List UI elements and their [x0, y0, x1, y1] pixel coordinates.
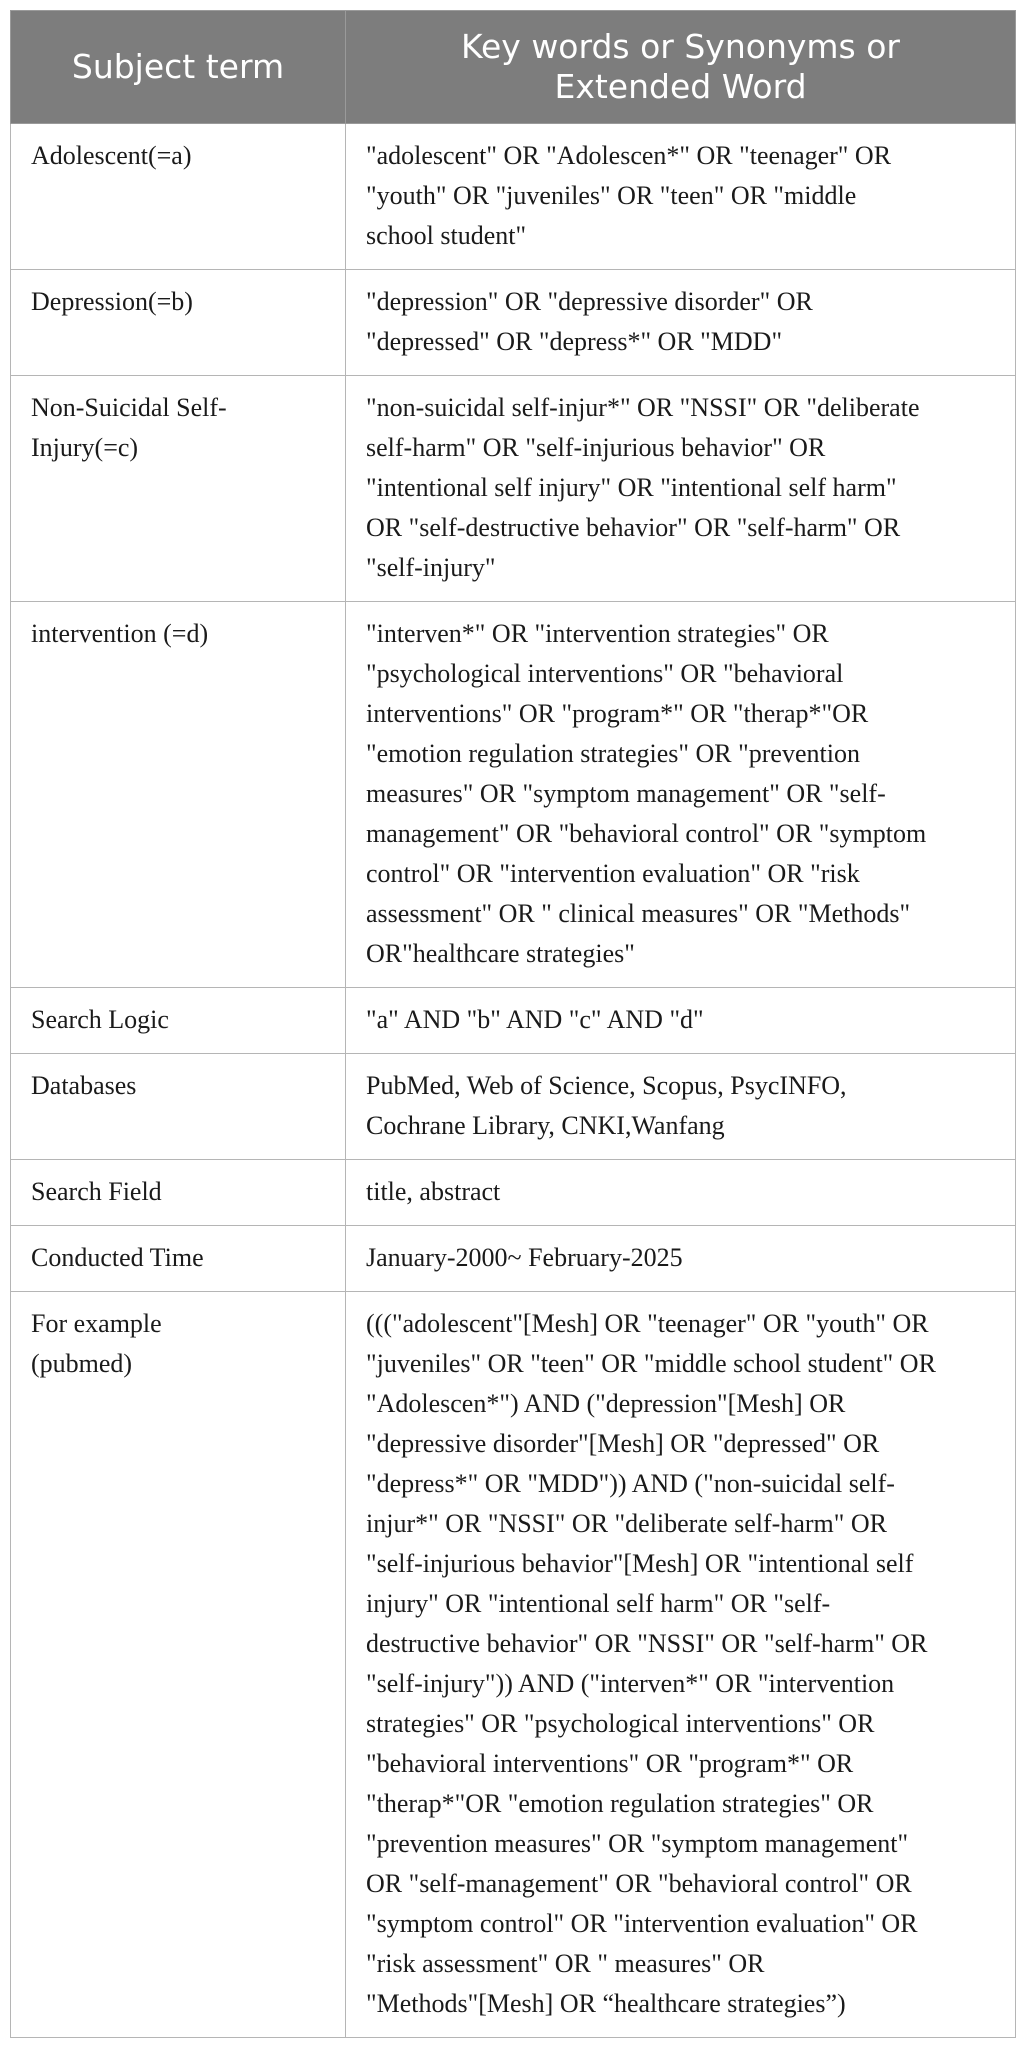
header-row	[11, 11, 1016, 124]
header-keywords-label: Key words or Synonyms or Extended Word	[461, 27, 900, 106]
keywords-cell	[346, 1160, 1016, 1226]
keywords-cell	[346, 1226, 1016, 1292]
keywords-text: "a" AND "b" AND "c" AND "d"	[366, 1005, 704, 1034]
keywords-text: "non-suicidal self-injur*" OR "NSSI" OR "deliberate self-harm" OR "self-injurious behavior" OR "intentional self injury" OR "intentional self harm" OR "self-destructive behavior" OR "self-harm" OR "self-injury"	[366, 393, 920, 582]
subject-term-text: Conducted Time	[31, 1243, 204, 1272]
table-row-search-logic	[11, 988, 1016, 1054]
search-strategy-table	[10, 10, 1016, 2038]
keywords-cell	[346, 1292, 1016, 2038]
keywords-text: ((("adolescent"[Mesh] OR "teenager" OR "youth" OR "juveniles" OR "teen" OR "middle school student" OR "Adolescen*") AND ("depression"[Mesh] OR "depressive disorder"[Mesh] OR "depressed" OR "depress*" OR "MDD")) AND ("non-suicidal self- injur*" OR "NSSI" OR "deliberate self-harm" OR "self-injurious behavior"[Mesh] OR "intentional self injury" OR "intentional self harm" OR "self- destructive behavior" OR "NSSI" OR "self-harm" OR "self-injury")) AND ("interven*" OR "intervention strategies" OR "psychological interventions" OR "behavioral interventions" OR "program*" OR "therap*"OR "emotion regulation strategies" OR "prevention measures" OR "symptom management" OR "self-management" OR "behavioral control" OR "symptom control" OR "intervention evaluation" OR "risk assessment" OR " measures" OR "Methods"[Mesh] OR “healthcare strategies”)	[366, 1309, 936, 2018]
subject-term-text: intervention (=d)	[31, 619, 209, 648]
keywords-cell	[346, 376, 1016, 602]
table-body	[11, 124, 1016, 2038]
table-row-intervention	[11, 602, 1016, 988]
subject-term-text: Databases	[31, 1071, 137, 1100]
table-row-depression	[11, 270, 1016, 376]
keywords-cell	[346, 602, 1016, 988]
header-subject-term	[11, 11, 346, 124]
subject-term-cell	[11, 1292, 346, 2038]
keywords-cell	[346, 988, 1016, 1054]
table-header	[11, 11, 1016, 124]
subject-term-cell	[11, 376, 346, 602]
keywords-cell	[346, 270, 1016, 376]
table-row-conducted-time	[11, 1226, 1016, 1292]
subject-term-text: Search Field	[31, 1177, 162, 1206]
subject-term-cell	[11, 1226, 346, 1292]
subject-term-cell	[11, 1160, 346, 1226]
table-row-databases	[11, 1054, 1016, 1160]
subject-term-text: Search Logic	[31, 1005, 169, 1034]
header-subject-term-label: Subject term	[71, 47, 285, 86]
table-row-adolescent	[11, 124, 1016, 270]
subject-term-cell	[11, 270, 346, 376]
keywords-text: "adolescent" OR "Adolescen*" OR "teenager" OR "youth" OR "juveniles" OR "teen" OR "middle school student"	[366, 141, 892, 250]
subject-term-cell	[11, 602, 346, 988]
subject-term-text: Depression(=b)	[31, 287, 193, 316]
keywords-text: "interven*" OR "intervention strategies" OR "psychological interventions" OR "behavioral interventions" OR "program*" OR "therap*"OR "emotion regulation strategies" OR "prevention measures" OR "symptom management" OR "self- management" OR "behavioral control" OR "symptom control" OR "intervention evaluation" OR "risk assessment" OR " clinical measures" OR "Methods" OR"healthcare strategies"	[366, 619, 927, 968]
subject-term-text: Non-Suicidal Self- Injury(=c)	[31, 393, 227, 462]
table-row-pubmed-example	[11, 1292, 1016, 2038]
keywords-text: "depression" OR "depressive disorder" OR "depressed" OR "depress*" OR "MDD"	[366, 287, 813, 356]
subject-term-text: Adolescent(=a)	[31, 141, 192, 170]
subject-term-text: For example (pubmed)	[31, 1309, 162, 1378]
header-keywords	[346, 11, 1016, 124]
subject-term-cell	[11, 124, 346, 270]
keywords-cell	[346, 1054, 1016, 1160]
subject-term-cell	[11, 988, 346, 1054]
subject-term-cell	[11, 1054, 346, 1160]
keywords-text: title, abstract	[366, 1177, 501, 1206]
keywords-text: January-2000~ February-2025	[366, 1243, 683, 1272]
table-row-search-field	[11, 1160, 1016, 1226]
table-row-nssi	[11, 376, 1016, 602]
keywords-cell	[346, 124, 1016, 270]
keywords-text: PubMed, Web of Science, Scopus, PsycINFO, Cochrane Library, CNKI,Wanfang	[366, 1071, 847, 1140]
